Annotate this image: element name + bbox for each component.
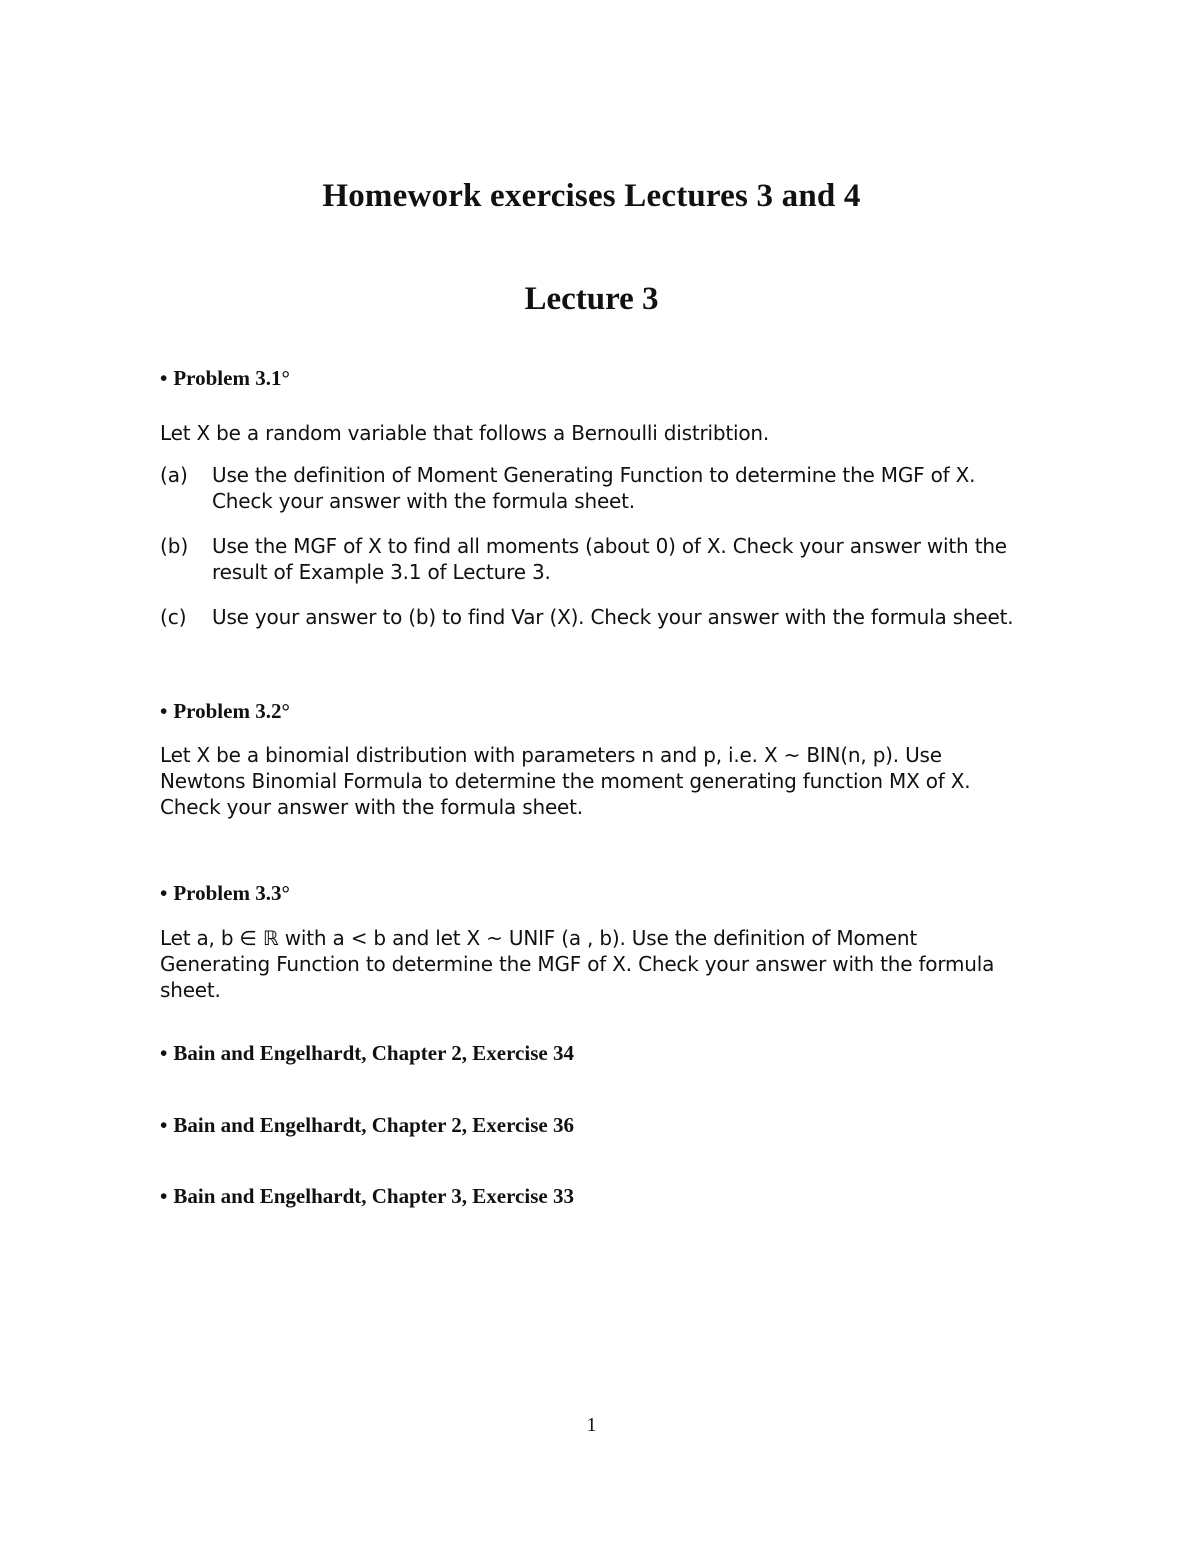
bullet: •: [160, 1184, 168, 1208]
document-title: Homework exercises Lectures 3 and 4: [322, 178, 861, 214]
problem-3-1-intro: Let X be a random variable that follows a Bernoulli distribtion.: [160, 421, 770, 445]
reference-item: • Bain and Engelhardt, Chapter 3, Exercise 33: [160, 1184, 574, 1208]
bullet: •: [160, 366, 168, 390]
reference-item: • Bain and Engelhardt, Chapter 2, Exercise 34: [160, 1041, 574, 1065]
bullet: •: [160, 881, 168, 905]
problem-3-3-heading: • Problem 3.3°: [160, 881, 290, 905]
problem-3-2-text: Let X be a binomial distribution with parameters n and p, i.e. X ~ BIN(n, p). Use Newtons Binomial Formula to determine the moment generating function MX of X. Check your answer with the formula sheet.: [160, 743, 971, 819]
reference-item: • Bain and Engelhardt, Chapter 2, Exercise 36: [160, 1113, 574, 1137]
section-title: Lecture 3: [524, 281, 659, 317]
item-label-a: (a): [160, 463, 188, 487]
problem-3-1-heading: • Problem 3.1°: [160, 366, 290, 390]
item-label-c: (c): [160, 605, 187, 629]
item-label-b: (b): [160, 534, 189, 558]
problem-3-2-heading: • Problem 3.2°: [160, 699, 290, 723]
item-text-c: Use your answer to (b) to find Var (X). Check your answer with the formula sheet.: [212, 605, 1014, 629]
item-text-b: Use the MGF of X to find all moments (about 0) of X. Check your answer with the result of Example 3.1 of Lecture 3.: [212, 534, 1007, 584]
problem-3-3-text: Let a, b ∈ ℝ with a < b and let X ~ UNIF (a , b). Use the definition of Moment Generating Function to determine the MGF of X. Check your answer with the formula sheet.: [160, 926, 995, 1002]
bullet: •: [160, 1041, 168, 1065]
bullet: •: [160, 1113, 168, 1137]
page-number: 1: [586, 1414, 597, 1436]
item-text-a: Use the definition of Moment Generating Function to determine the MGF of X. Check your answer with the formula sheet.: [212, 463, 976, 513]
bullet: •: [160, 699, 168, 723]
